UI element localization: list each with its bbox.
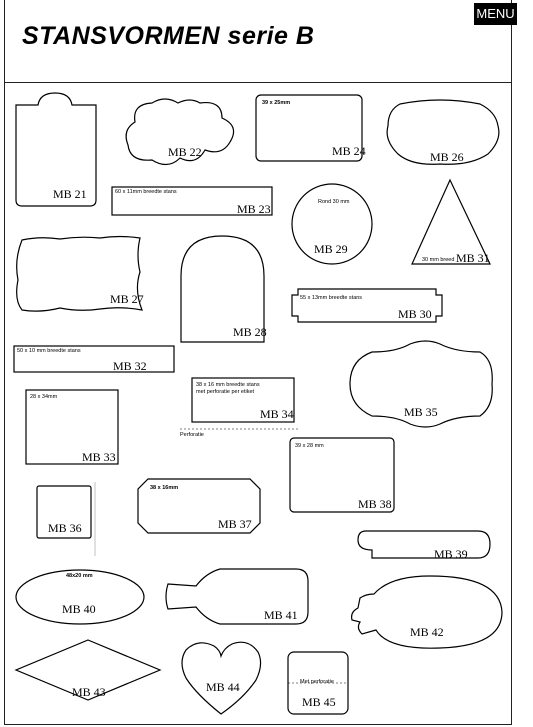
shape-mb26[interactable] bbox=[387, 100, 499, 164]
shape-mb35[interactable] bbox=[350, 341, 492, 427]
shape-label: MB 39 bbox=[434, 547, 468, 561]
shape-mb38[interactable] bbox=[290, 438, 394, 512]
shape-label: MB 31 bbox=[456, 251, 490, 265]
shape-mb40[interactable] bbox=[16, 570, 144, 624]
shape-label: MB 32 bbox=[113, 359, 147, 373]
shape-mb30[interactable] bbox=[292, 289, 442, 322]
size-note: 39 x 25mm bbox=[262, 100, 291, 106]
shape-label: MB 21 bbox=[53, 187, 87, 201]
shape-mb36[interactable] bbox=[37, 482, 95, 556]
shape-mb31[interactable] bbox=[412, 180, 490, 265]
shape-label: MB 42 bbox=[410, 625, 444, 639]
shape-label: MB 23 bbox=[237, 202, 271, 216]
shape-mb21[interactable] bbox=[16, 93, 96, 206]
shape-label: MB 40 bbox=[62, 602, 96, 616]
shape-label: MB 34 bbox=[260, 407, 294, 421]
shape-label: MB 38 bbox=[358, 497, 392, 511]
shape-label: MB 43 bbox=[72, 685, 106, 699]
shape-label: MB 27 bbox=[110, 292, 144, 306]
size-note: met perforatie per etiket bbox=[196, 389, 255, 395]
shape-mb24[interactable] bbox=[256, 95, 366, 161]
shape-label: MB 37 bbox=[218, 517, 252, 531]
size-note: 60 x 11mm breedte stans bbox=[115, 189, 177, 195]
shape-label: MB 36 bbox=[48, 521, 82, 535]
shape-label: MB 45 bbox=[302, 695, 336, 709]
perforation-label: Perforatie bbox=[180, 432, 204, 438]
shape-label: MB 26 bbox=[430, 150, 464, 164]
shape-mb44[interactable] bbox=[182, 642, 261, 714]
size-note: 38 x 16 mm breedte stans bbox=[196, 382, 260, 388]
size-note: Rond 30 mm bbox=[318, 199, 350, 205]
shape-mb32[interactable] bbox=[14, 346, 174, 373]
size-note: 38 x 16mm bbox=[150, 485, 179, 491]
menu-button[interactable]: MENU bbox=[474, 3, 517, 25]
shape-label: MB 29 bbox=[314, 242, 348, 256]
size-note: 48x20 mm bbox=[66, 573, 93, 579]
shape-label: MB 44 bbox=[206, 680, 240, 694]
shape-mb41[interactable] bbox=[166, 569, 308, 624]
shape-label: MB 22 bbox=[168, 145, 202, 159]
shape-mb28[interactable] bbox=[181, 236, 267, 342]
shape-label: MB 24 bbox=[332, 144, 366, 158]
shape-mb45[interactable] bbox=[288, 652, 348, 714]
shape-mb39[interactable] bbox=[358, 531, 490, 561]
shape-mb34[interactable] bbox=[180, 378, 298, 438]
shape-mb33[interactable] bbox=[26, 390, 118, 464]
size-note: 50 x 10 mm breedte stans bbox=[17, 348, 81, 354]
shape-mb37[interactable] bbox=[138, 479, 260, 533]
size-note: 39 x 28 mm bbox=[295, 443, 324, 449]
shape-label: MB 35 bbox=[404, 405, 438, 419]
shape-mb27[interactable] bbox=[17, 237, 144, 312]
shape-label: MB 28 bbox=[233, 325, 267, 339]
shape-label: MB 30 bbox=[398, 307, 432, 321]
shape-mb22[interactable] bbox=[126, 99, 233, 165]
shape-mb29[interactable] bbox=[292, 184, 372, 264]
shape-label: MB 33 bbox=[82, 450, 116, 464]
shape-mb43[interactable] bbox=[16, 640, 160, 700]
shape-mb42[interactable] bbox=[352, 576, 502, 648]
page-title: STANSVORMEN serie B bbox=[22, 22, 315, 50]
size-note: Met perforatie bbox=[300, 679, 334, 685]
shape-mb23[interactable] bbox=[112, 187, 272, 216]
size-note: 28 x 34mm bbox=[30, 394, 58, 400]
shape-label: MB 41 bbox=[264, 608, 298, 622]
size-note: 55 x 13mm breedte stans bbox=[300, 295, 363, 301]
size-note: 30 mm breed bbox=[422, 257, 455, 263]
